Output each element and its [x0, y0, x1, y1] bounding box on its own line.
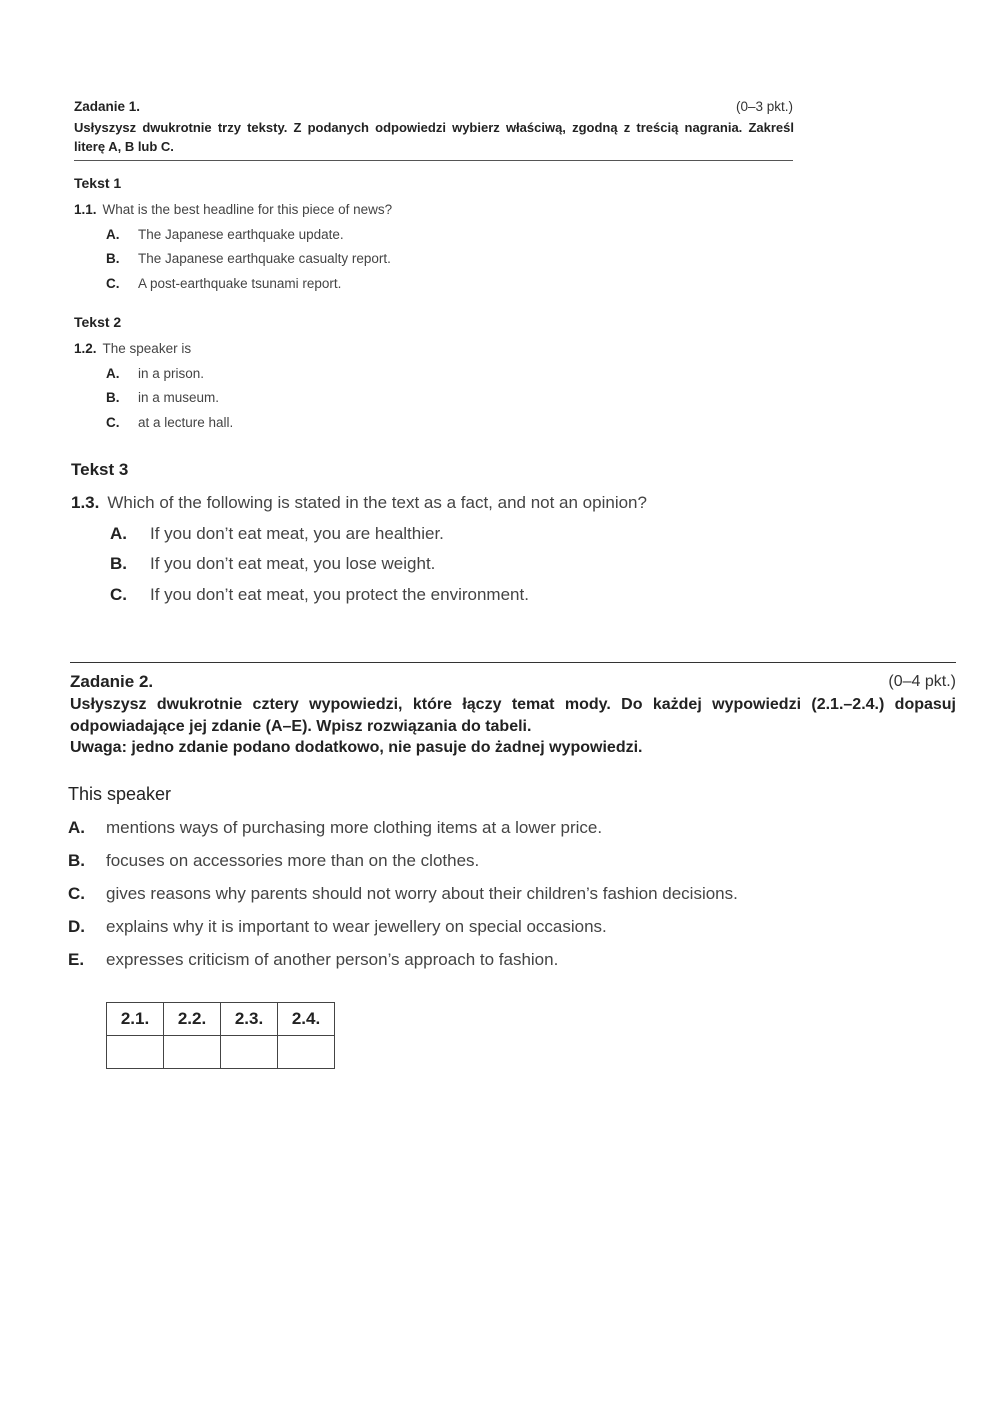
option-1-3-b[interactable]: [110, 554, 435, 574]
option-text: The Japanese earthquake casualty report.: [138, 251, 391, 266]
option-text: If you don’t eat meat, you lose weight.: [150, 554, 436, 573]
task2-points: (0–4 pkt.): [888, 673, 956, 690]
task2-note: Uwaga: jedno zdanie podano dodatkowo, nie pasuje do żadnej wypowiedzi.: [70, 739, 643, 756]
answer-cell-2-4[interactable]: [278, 1036, 335, 1069]
option-letter: C.: [106, 276, 120, 291]
option-letter: E.: [68, 950, 85, 969]
option-1-2-b[interactable]: [106, 390, 219, 405]
option-letter: A.: [106, 227, 120, 242]
question-text: Which of the following is stated in the text as a fact, and not an opinion?: [107, 493, 647, 512]
answer-cell-2-2[interactable]: [164, 1036, 221, 1069]
option-1-2-a[interactable]: [106, 366, 204, 381]
option-text: The Japanese earthquake update.: [138, 227, 344, 242]
option-text: focuses on accessories more than on the clothes.: [106, 851, 480, 870]
option-2-e: [68, 950, 558, 970]
option-text: in a museum.: [138, 390, 220, 405]
option-2-a: [68, 818, 602, 838]
speaker-lead: This speaker: [68, 784, 172, 804]
answer-cell-2-3[interactable]: [221, 1036, 278, 1069]
question-number: 1.3.: [71, 493, 100, 512]
answer-header-2-1: 2.1.: [107, 1003, 164, 1036]
option-letter: A.: [110, 524, 127, 543]
option-text: explains why it is important to wear jewellery on special occasions.: [106, 917, 607, 936]
task1-divider: [74, 160, 793, 161]
answer-header-2-4: 2.4.: [278, 1003, 335, 1036]
option-letter: B.: [68, 851, 85, 870]
option-1-2-c[interactable]: [106, 415, 233, 430]
task2-title: Zadanie 2.: [70, 672, 154, 691]
option-letter: C.: [106, 415, 120, 430]
answer-cell-2-1[interactable]: [107, 1036, 164, 1069]
option-2-b: [68, 851, 479, 871]
question-number: 1.1.: [74, 202, 97, 217]
answer-table: [106, 1002, 335, 1069]
task2-instruction: Usłyszysz dwukrotnie cztery wypowiedzi, które łączy temat mody. Do każdej wypowiedzi (2.1.–2.4.) dopasuj odpowiadające jej zdanie (A–E). Wpisz rozwiązania do tabeli.: [70, 696, 956, 735]
option-text: mentions ways of purchasing more clothing items at a lower price.: [106, 818, 603, 837]
option-letter: B.: [106, 251, 120, 266]
option-text: A post-earthquake tsunami report.: [138, 276, 342, 291]
option-text: in a prison.: [138, 366, 205, 381]
option-1-1-a[interactable]: [106, 227, 344, 242]
text2-heading: Tekst 2: [74, 314, 122, 330]
option-1-3-c[interactable]: [110, 585, 529, 605]
option-1-3-a[interactable]: [110, 524, 444, 544]
question-text: What is the best headline for this piece of news?: [102, 202, 393, 217]
option-1-1-b[interactable]: [106, 251, 391, 266]
answer-header-2-2: 2.2.: [164, 1003, 221, 1036]
option-letter: C.: [110, 585, 127, 604]
option-text: at a lecture hall.: [138, 415, 234, 430]
question-number: 1.2.: [74, 341, 97, 356]
task1-points: (0–3 pkt.): [735, 99, 793, 114]
option-text: expresses criticism of another person’s approach to fashion.: [106, 950, 559, 969]
option-2-c: [68, 884, 738, 904]
task2-divider: [70, 662, 956, 663]
answer-table-header-row: [107, 1003, 335, 1036]
text1-heading: Tekst 1: [74, 175, 122, 191]
question-1-1: [74, 202, 392, 217]
option-letter: D.: [68, 917, 85, 936]
answer-table-input-row: [107, 1036, 335, 1069]
option-1-1-c[interactable]: [106, 276, 341, 291]
text3-heading: Tekst 3: [71, 460, 129, 479]
option-2-d: [68, 917, 607, 937]
option-text: gives reasons why parents should not worry about their children’s fashion decisions.: [106, 884, 738, 903]
option-letter: A.: [68, 818, 85, 837]
option-text: If you don’t eat meat, you are healthier.: [150, 524, 444, 543]
question-1-2: [74, 341, 191, 356]
option-letter: C.: [68, 884, 85, 903]
option-text: If you don’t eat meat, you protect the environment.: [150, 585, 529, 604]
option-letter: A.: [106, 366, 120, 381]
option-letter: B.: [110, 554, 127, 573]
option-letter: B.: [106, 390, 120, 405]
question-1-3: [71, 493, 647, 513]
answer-header-2-3: 2.3.: [221, 1003, 278, 1036]
question-text: The speaker is: [102, 341, 192, 356]
task1-instruction: Usłyszysz dwukrotnie trzy teksty. Z podanych odpowiedzi wybierz właściwą, zgodną z treścią nagrania. Zakreśl literę A, B lub C.: [74, 120, 794, 154]
task1-title: Zadanie 1.: [74, 99, 141, 114]
